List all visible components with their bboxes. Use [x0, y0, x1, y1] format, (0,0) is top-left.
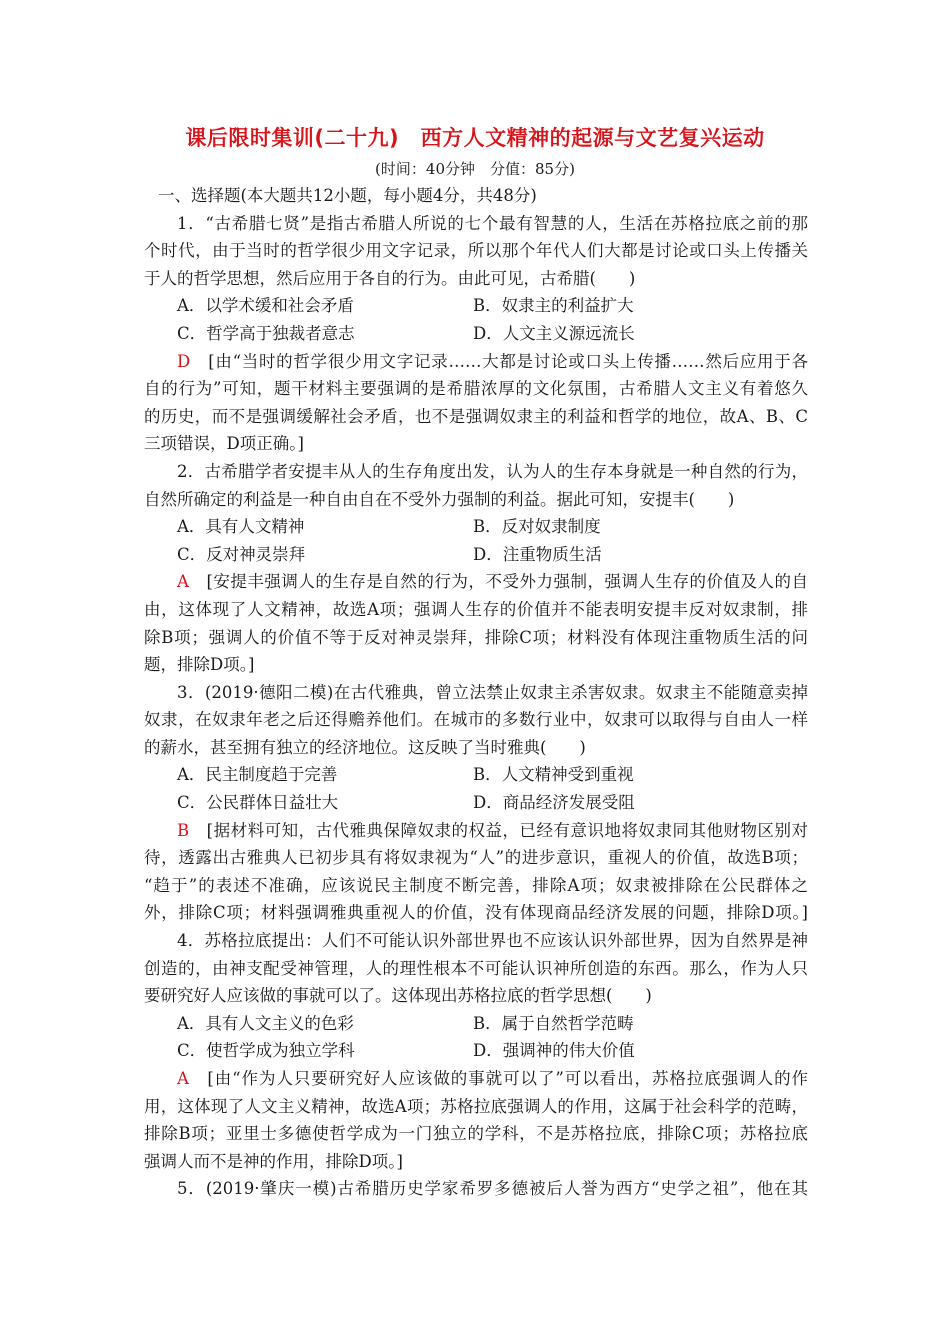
option-c: C．哲学高于独裁者意志 — [177, 323, 355, 343]
question-stem-line: 2．古希腊学者安提丰从人的生存角度出发，认为人的生存本身就是一种自然的行为， — [177, 461, 808, 481]
question-1 — [144, 210, 808, 458]
question-stem-line: 要研究好人应该做的事就可以了。这体现出苏格拉底的哲学思想( ) — [144, 986, 652, 1006]
explanation-line: 三项错误，D项正确。] — [144, 434, 304, 454]
answer-letter: D — [177, 351, 191, 371]
option-d: D．注重物质生活 — [473, 544, 602, 564]
option-d: D．人文主义源远流长 — [473, 323, 635, 343]
explanation-line: “趋于”的表述不准确，应该说民主制度不断完善，排除A项；奴隶被排除在公民群体之 — [144, 875, 808, 895]
question-stem-line: 奴隶，在奴隶年老之后还得赡养他们。在城市的多数行业中，奴隶可以取得与自由人一样 — [144, 710, 808, 730]
option-c: C．公民群体日益壮大 — [177, 793, 339, 813]
explanation-line: 除B项；强调人的价值不等于反对神灵崇拜，排除C项；材料没有体现注重物质生活的问 — [144, 627, 808, 647]
question-stem-line: 个时代，由于当时的哲学很少用文字记录，所以那个年代人们大都是讨论或口头上传播关 — [144, 241, 808, 261]
question-3 — [144, 679, 808, 927]
option-b: B．奴隶主的利益扩大 — [473, 296, 634, 316]
explanation-line: 强调人而不是神的作用，排除D项。] — [144, 1151, 403, 1171]
option-d: D．强调神的伟大价值 — [473, 1041, 635, 1061]
option-a: A．以学术缓和社会矛盾 — [177, 296, 354, 316]
answer-letter: A — [177, 572, 189, 592]
explanation-line: 用，这体现了人文主义精神，故选A项；苏格拉底强调人的作用，这属于社会科学的范畴， — [144, 1096, 808, 1116]
explanation-line: 由，这体现了人文精神，故选A项；强调人生存的价值并不能表明安提丰反对奴隶制，排 — [144, 599, 808, 619]
question-stem-line: 创造的，由神支配受神管理，人的理性根本不可能认识神所创造的东西。那么，作为人只 — [144, 958, 808, 978]
question-stem-line: 的薪水，甚至拥有独立的经济地位。这反映了当时雅典( ) — [144, 737, 586, 757]
option-b: B．属于自然哲学范畴 — [473, 1013, 634, 1033]
answer-letter: B — [177, 820, 190, 840]
question-4 — [144, 927, 808, 1175]
options-row — [144, 292, 808, 320]
question-stem-line: 5．(2019·肇庆一模)古希腊历史学家希罗多德被后人誉为西方“史学之祖”，他在其 — [177, 1179, 808, 1199]
option-c: C．反对神灵崇拜 — [177, 544, 306, 564]
question-2 — [144, 458, 808, 679]
explanation-line: 排除B项；亚里士多德使哲学成为一门独立的学科，不是苏格拉底，排除C项；苏格拉底 — [144, 1124, 808, 1144]
question-stem-line: 3．(2019·德阳二模)在古代雅典，曾立法禁止奴隶主杀害奴隶。奴隶主不能随意卖掉 — [177, 682, 808, 702]
question-stem-line: 自然所确定的利益是一种自由自在不受外力强制的利益。据此可知，安提丰( ) — [144, 489, 735, 509]
section-heading: 一、选择题(本大题共12小题，每小题4分，共48分) — [158, 186, 537, 205]
options-row — [144, 789, 808, 817]
option-c: C．使哲学成为独立学科 — [177, 1041, 355, 1061]
explanation-line: 自的行为”可知，题干材料主要强调的是希腊浓厚的文化氛围，古希腊人文主义有着悠久 — [144, 379, 808, 399]
question-stem-line: 于人的哲学思想，然后应用于各自的行为。由此可见，古希腊( ) — [144, 268, 636, 288]
options-row — [144, 1037, 808, 1065]
page-title: 课后限时集训(二十九) 西方人文精神的起源与文艺复兴运动 — [185, 126, 765, 150]
explanation-line: 题，排除D项。] — [144, 655, 255, 675]
explanation-line: D [由“当时的哲学很少用文字记录……大都是讨论或口头上传播……然后应用于各 — [177, 351, 808, 371]
options-row — [144, 1010, 808, 1038]
options-row — [144, 513, 808, 541]
options-row — [144, 541, 808, 569]
question-5 — [144, 1175, 808, 1203]
option-a: A．具有人文精神 — [177, 517, 305, 537]
explanation-line: B [据材料可知，古代雅典保障奴隶的权益，已经有意识地将奴隶同其他财物区别对 — [177, 820, 809, 840]
question-stem-line: 1．“古希腊七贤”是指古希腊人所说的七个最有智慧的人，生活在苏格拉底之前的那 — [177, 213, 808, 233]
option-d: D．商品经济发展受阻 — [473, 793, 635, 813]
question-list — [144, 182, 808, 1203]
explanation-line: A [由“作为人只要研究好人应该做的事就可以了”可以看出，苏格拉底强调人的作 — [177, 1069, 809, 1088]
explanation-line: 的历史，而不是强调缓解社会矛盾，也不是强调奴隶主的利益和哲学的地位，故A、B、C — [144, 406, 808, 426]
option-b: B．人文精神受到重视 — [473, 765, 634, 785]
explanation-line: 外，排除C项；材料强调雅典重视人的价值，没有体现商品经济发展的问题，排除D项。] — [144, 903, 808, 923]
question-stem-line: 4．苏格拉底提出：人们不可能认识外部世界也不应该认识外部世界，因为自然界是神 — [177, 931, 808, 951]
explanation-line: A [安提丰强调人的生存是自然的行为，不受外力强制，强调人生存的价值及人的自 — [177, 572, 809, 592]
options-row — [144, 320, 808, 348]
options-row — [144, 761, 808, 789]
answer-letter: A — [177, 1069, 189, 1088]
option-b: B．反对奴隶制度 — [473, 517, 601, 537]
time-score-info: (时间：40分钟 分值：85分) — [375, 160, 575, 178]
option-a: A．具有人文主义的色彩 — [177, 1013, 354, 1033]
explanation-line: 待，透露出古雅典人已初步具有将奴隶视为“人”的进步意识，重视人的价值，故选B项； — [144, 848, 808, 868]
option-a: A．民主制度趋于完善 — [177, 765, 338, 785]
